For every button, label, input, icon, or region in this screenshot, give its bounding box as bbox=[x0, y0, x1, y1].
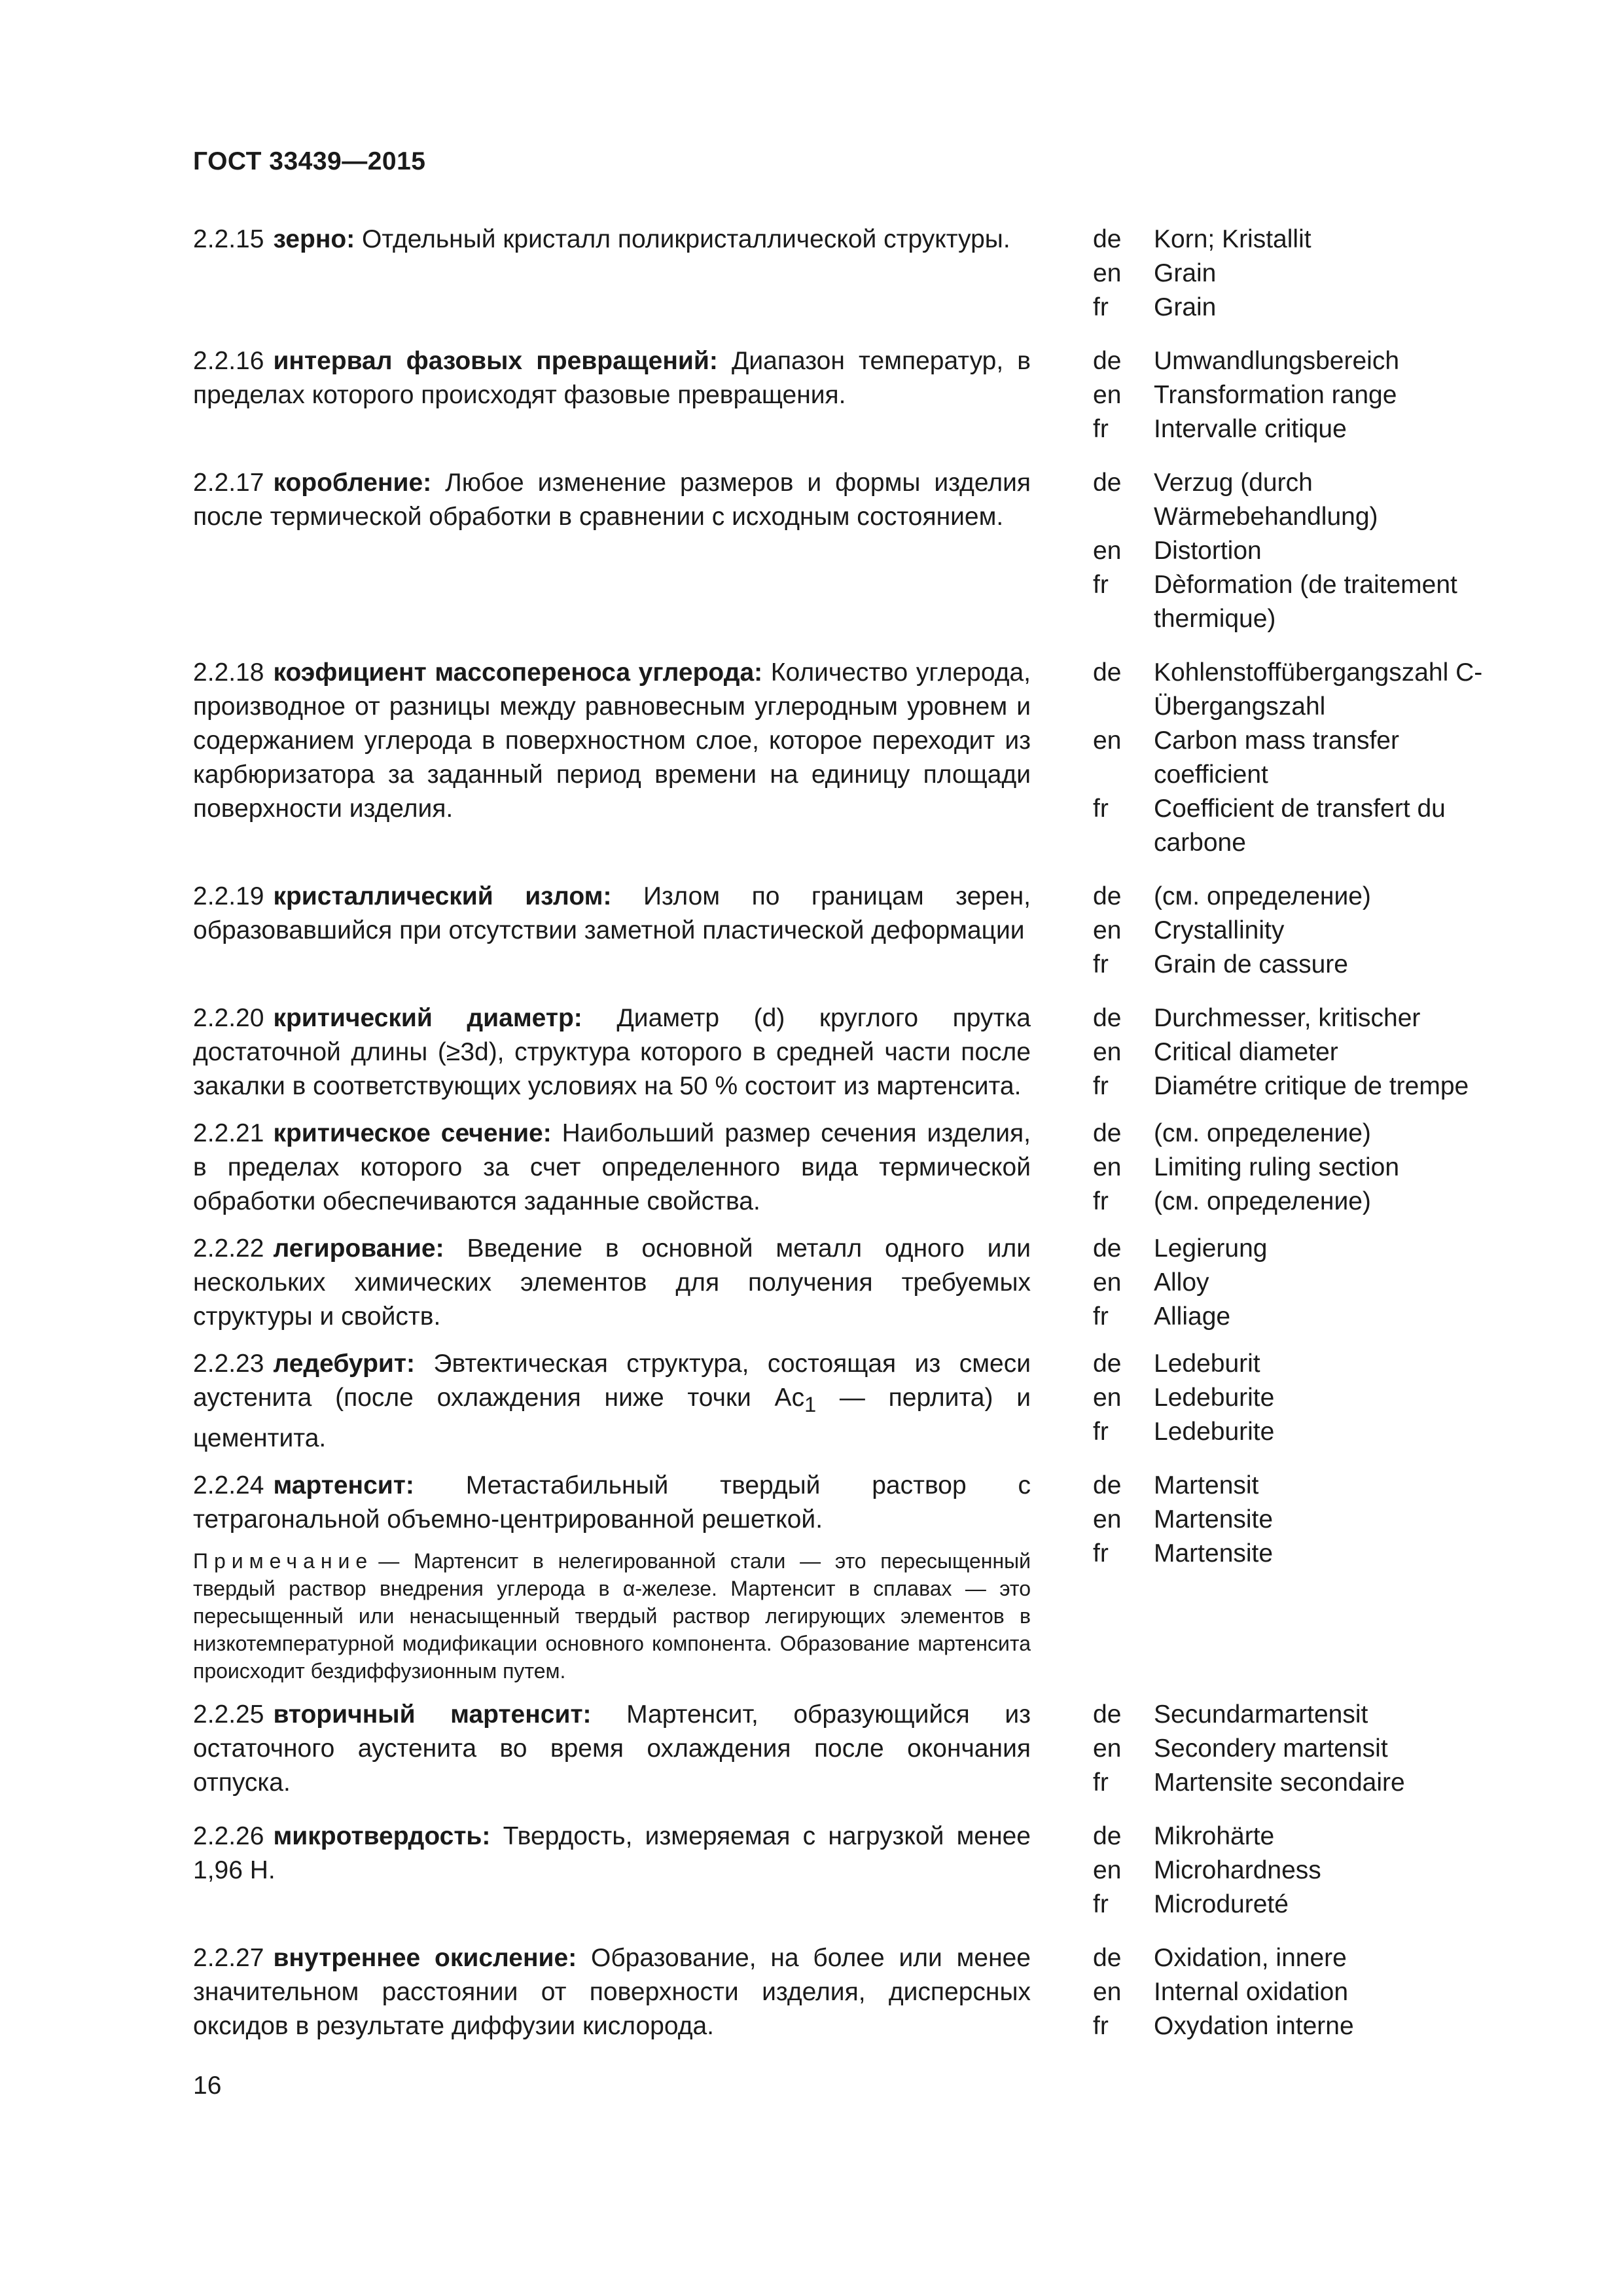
lang-code-fr: fr bbox=[1093, 1302, 1109, 1331]
term-definition bbox=[193, 1698, 1031, 1800]
definition-text: Наибольший размер сечения изделия, в пределах которого за счет определенного вида термической обработки обеспечиваются заданные свойства. bbox=[193, 1119, 1031, 1215]
translations bbox=[1093, 466, 1486, 636]
term-de: Oxidation, innere bbox=[1154, 1943, 1347, 1972]
lang-code-fr: fr bbox=[1093, 571, 1109, 599]
term-definition bbox=[193, 880, 1031, 948]
definition-text: Любое изменение размеров и формы изделия после термической обработки в сравнении с исходным состоянием. bbox=[193, 469, 1031, 531]
term-entry bbox=[193, 1820, 1486, 1922]
term-de: Korn; Kristallit bbox=[1154, 225, 1311, 253]
term-fr: Grain de cassure bbox=[1154, 950, 1348, 978]
term-number: 2.2.24 bbox=[193, 1471, 264, 1499]
term-fr: Coefficient de transfert du carbone bbox=[1154, 795, 1446, 857]
term-name: внутреннее окисление: bbox=[273, 1943, 577, 1972]
term-name: зерно: bbox=[273, 225, 355, 253]
term-number: 2.2.26 bbox=[193, 1821, 264, 1850]
lang-code-en: en bbox=[1093, 1856, 1122, 1884]
term-name: кристаллический излом: bbox=[273, 882, 612, 910]
lang-code-en: en bbox=[1093, 1505, 1122, 1534]
term-fr: (см. определение) bbox=[1154, 1187, 1371, 1215]
translations bbox=[1093, 1941, 1486, 2043]
term-fr: Microdureté bbox=[1154, 1890, 1289, 1918]
term-fr: Dèformation (de traitement thermique) bbox=[1154, 571, 1457, 633]
definition-text: Метастабильный твердый раствор с тетрагональной объемно-центрированной решеткой. bbox=[193, 1471, 1031, 1534]
term-definition bbox=[193, 344, 1031, 412]
term-entry bbox=[193, 880, 1486, 982]
definition-text: Диаметр (d) круглого прутка достаточной длины (≥3d), структура которого в средней части после закалки в соответствующих условиях на 50 % состоит из мартенсита. bbox=[193, 1004, 1031, 1100]
term-en: Secondery martensit bbox=[1154, 1734, 1388, 1763]
term-de: Legierung bbox=[1154, 1234, 1268, 1263]
term-definition bbox=[193, 1347, 1031, 1456]
lang-code-de: de bbox=[1093, 469, 1122, 497]
term-name: мартенсит: bbox=[273, 1471, 414, 1499]
term-number: 2.2.21 bbox=[193, 1119, 264, 1147]
translations bbox=[1093, 1698, 1486, 1800]
term-name: критическое сечение: bbox=[273, 1119, 552, 1147]
term-number: 2.2.17 bbox=[193, 469, 264, 497]
terms-list bbox=[193, 223, 1486, 2063]
translations bbox=[1093, 344, 1486, 446]
lang-code-de: de bbox=[1093, 882, 1122, 910]
term-de: Ledeburit bbox=[1154, 1350, 1260, 1378]
term-number: 2.2.23 bbox=[193, 1350, 264, 1378]
term-fr: Alliage bbox=[1154, 1302, 1231, 1331]
translations bbox=[1093, 1347, 1486, 1449]
term-en: Grain bbox=[1154, 259, 1217, 287]
term-entry bbox=[193, 656, 1486, 860]
lang-code-fr: fr bbox=[1093, 1072, 1109, 1100]
term-definition bbox=[193, 466, 1031, 534]
term-en: Martensite bbox=[1154, 1505, 1274, 1534]
term-definition bbox=[193, 1469, 1031, 1685]
document-header: ГОСТ 33439—2015 bbox=[193, 147, 426, 175]
lang-code-en: en bbox=[1093, 1734, 1122, 1763]
lang-code-de: de bbox=[1093, 1700, 1122, 1729]
term-de: Secundarmartensit bbox=[1154, 1700, 1368, 1729]
page-number: 16 bbox=[193, 2072, 222, 2100]
term-de: Kohlenstoffübergangszahl C- Übergangszahl bbox=[1154, 658, 1483, 721]
definition-text: Количество углерода, производное от разницы между равновесным углеродным уровнем и содержанием углерода в поверхностном слое, которое переходит из карбюризатора за заданный период времени на единицу площади поверхности изделия. bbox=[193, 658, 1031, 823]
lang-code-fr: fr bbox=[1093, 2011, 1109, 2040]
lang-code-de: de bbox=[1093, 1821, 1122, 1850]
term-number: 2.2.27 bbox=[193, 1943, 264, 1972]
term-name: критический диаметр: bbox=[273, 1004, 582, 1032]
translations bbox=[1093, 223, 1486, 325]
term-en: Crystallinity bbox=[1154, 916, 1285, 944]
term-definition bbox=[193, 1941, 1031, 2043]
term-entry bbox=[193, 1941, 1486, 2043]
term-definition bbox=[193, 1001, 1031, 1103]
term-entry bbox=[193, 1117, 1486, 1219]
lang-code-de: de bbox=[1093, 1119, 1122, 1147]
term-de: Durchmesser, kritischer bbox=[1154, 1004, 1421, 1032]
lang-code-fr: fr bbox=[1093, 1890, 1109, 1918]
term-definition bbox=[193, 1820, 1031, 1888]
translations bbox=[1093, 656, 1486, 860]
lang-code-en: en bbox=[1093, 259, 1122, 287]
definition-text: Отдельный кристалл поликристаллической структуры. bbox=[362, 225, 1010, 253]
lang-code-de: de bbox=[1093, 347, 1122, 375]
translations bbox=[1093, 1232, 1486, 1334]
term-entry bbox=[193, 1698, 1486, 1800]
term-entry bbox=[193, 1347, 1486, 1456]
term-de: Mikrohärte bbox=[1154, 1821, 1275, 1850]
lang-code-de: de bbox=[1093, 1350, 1122, 1378]
term-de: Umwandlungsbereich bbox=[1154, 347, 1400, 375]
term-de: (см. определение) bbox=[1154, 882, 1371, 910]
term-de: Martensit bbox=[1154, 1471, 1259, 1499]
term-en: Alloy bbox=[1154, 1268, 1209, 1297]
term-name: ледебурит: bbox=[273, 1350, 415, 1378]
translations bbox=[1093, 1469, 1486, 1571]
term-en: Transformation range bbox=[1154, 381, 1397, 409]
lang-code-fr: fr bbox=[1093, 1418, 1109, 1446]
term-definition bbox=[193, 1117, 1031, 1219]
lang-code-en: en bbox=[1093, 1038, 1122, 1066]
term-name: вторичный мартенсит: bbox=[273, 1700, 592, 1729]
lang-code-en: en bbox=[1093, 1384, 1122, 1412]
translations bbox=[1093, 880, 1486, 982]
term-de: Verzug (durch Wärmebehandlung) bbox=[1154, 469, 1378, 531]
lang-code-en: en bbox=[1093, 537, 1122, 565]
term-en: Limiting ruling section bbox=[1154, 1153, 1400, 1181]
term-number: 2.2.19 bbox=[193, 882, 264, 910]
term-fr: Ledeburite bbox=[1154, 1418, 1275, 1446]
term-en: Distortion bbox=[1154, 537, 1262, 565]
term-entry bbox=[193, 1469, 1486, 1685]
translations bbox=[1093, 1820, 1486, 1922]
lang-code-de: de bbox=[1093, 1234, 1122, 1263]
lang-code-en: en bbox=[1093, 726, 1122, 755]
term-number: 2.2.15 bbox=[193, 225, 264, 253]
lang-code-de: de bbox=[1093, 658, 1122, 687]
term-number: 2.2.20 bbox=[193, 1004, 264, 1032]
definition-text-cont: — перлита) и цементита. bbox=[193, 1384, 1031, 1452]
term-name: интервал фазовых превращений: bbox=[273, 347, 718, 375]
term-name: коробление: bbox=[273, 469, 432, 497]
term-number: 2.2.16 bbox=[193, 347, 264, 375]
term-fr: Martensite secondaire bbox=[1154, 1768, 1405, 1797]
lang-code-en: en bbox=[1093, 1977, 1122, 2006]
lang-code-fr: fr bbox=[1093, 1187, 1109, 1215]
term-fr: Martensite bbox=[1154, 1539, 1274, 1568]
term-name: коэфициент массопереноса углерода: bbox=[273, 658, 763, 687]
lang-code-fr: fr bbox=[1093, 1539, 1109, 1568]
lang-code-de: de bbox=[1093, 1471, 1122, 1499]
subscript-1: 1 bbox=[804, 1392, 817, 1416]
term-en: Critical diameter bbox=[1154, 1038, 1338, 1066]
term-en: Carbon mass transfer coefficient bbox=[1154, 726, 1399, 789]
lang-code-fr: fr bbox=[1093, 795, 1109, 823]
lang-code-en: en bbox=[1093, 916, 1122, 944]
lang-code-fr: fr bbox=[1093, 950, 1109, 978]
lang-code-fr: fr bbox=[1093, 1768, 1109, 1797]
note bbox=[193, 1547, 1031, 1685]
lang-code-en: en bbox=[1093, 1153, 1122, 1181]
term-fr: Oxydation interne bbox=[1154, 2011, 1354, 2040]
note-label: Примечание bbox=[193, 1549, 374, 1573]
translations bbox=[1093, 1117, 1486, 1219]
term-name: легирование: bbox=[273, 1234, 444, 1263]
note-text: — Мартенсит в нелегированной стали — это пересыщенный твердый раствор внедрения углерода в α-железе. Мартенсит в сплавах — это пересыщенный или ненасыщенный твердый раствор легирующих элементов в низкотемпературной модификации основного компонента. Образование мартенсита происходит бездиффузионным путем. bbox=[193, 1549, 1031, 1683]
definition-text: Твердость, измеряемая с нагрузкой менее 1,96 Н. bbox=[193, 1821, 1031, 1884]
lang-code-de: de bbox=[1093, 1943, 1122, 1972]
term-number: 2.2.22 bbox=[193, 1234, 264, 1263]
definition-text: Введение в основной металл одного или нескольких химических элементов для получения требуемых структуры и свойств. bbox=[193, 1234, 1031, 1331]
definition-text: Излом по границам зерен, образовавшийся при отсутствии заметной пластической деформации bbox=[193, 882, 1031, 944]
term-fr: Grain bbox=[1154, 293, 1217, 321]
definition-text: Диапазон температур, в пределах которого происходят фазовые превращения. bbox=[193, 347, 1031, 409]
term-definition bbox=[193, 223, 1031, 257]
term-number: 2.2.18 bbox=[193, 658, 264, 687]
definition-text: Эвтектическая структура, состоящая из смеси аустенита (после охлаждения ниже точки Ac bbox=[193, 1350, 1031, 1412]
term-entry bbox=[193, 1001, 1486, 1103]
lang-code-fr: fr bbox=[1093, 415, 1109, 443]
term-definition bbox=[193, 1232, 1031, 1334]
term-en: Ledeburite bbox=[1154, 1384, 1275, 1412]
term-en: Microhardness bbox=[1154, 1856, 1321, 1884]
term-entry bbox=[193, 466, 1486, 636]
lang-code-en: en bbox=[1093, 381, 1122, 409]
term-fr: Diamétre critique de trempe bbox=[1154, 1072, 1469, 1100]
definition-text: Образование, на более или менее значительном расстоянии от поверхности изделия, дисперсных оксидов в результате диффузии кислорода. bbox=[193, 1943, 1031, 2040]
lang-code-fr: fr bbox=[1093, 293, 1109, 321]
term-fr: Intervalle critique bbox=[1154, 415, 1347, 443]
term-name: микротвердость: bbox=[273, 1821, 491, 1850]
lang-code-de: de bbox=[1093, 225, 1122, 253]
lang-code-de: de bbox=[1093, 1004, 1122, 1032]
term-de: (см. определение) bbox=[1154, 1119, 1371, 1147]
translations bbox=[1093, 1001, 1486, 1103]
term-entry bbox=[193, 223, 1486, 325]
term-number: 2.2.25 bbox=[193, 1700, 264, 1729]
term-entry bbox=[193, 344, 1486, 446]
term-definition bbox=[193, 656, 1031, 826]
term-en: Internal oxidation bbox=[1154, 1977, 1349, 2006]
definition-text: Мартенсит, образующийся из остаточного аустенита во время охлаждения после окончания отпуска. bbox=[193, 1700, 1031, 1797]
lang-code-en: en bbox=[1093, 1268, 1122, 1297]
term-entry bbox=[193, 1232, 1486, 1334]
